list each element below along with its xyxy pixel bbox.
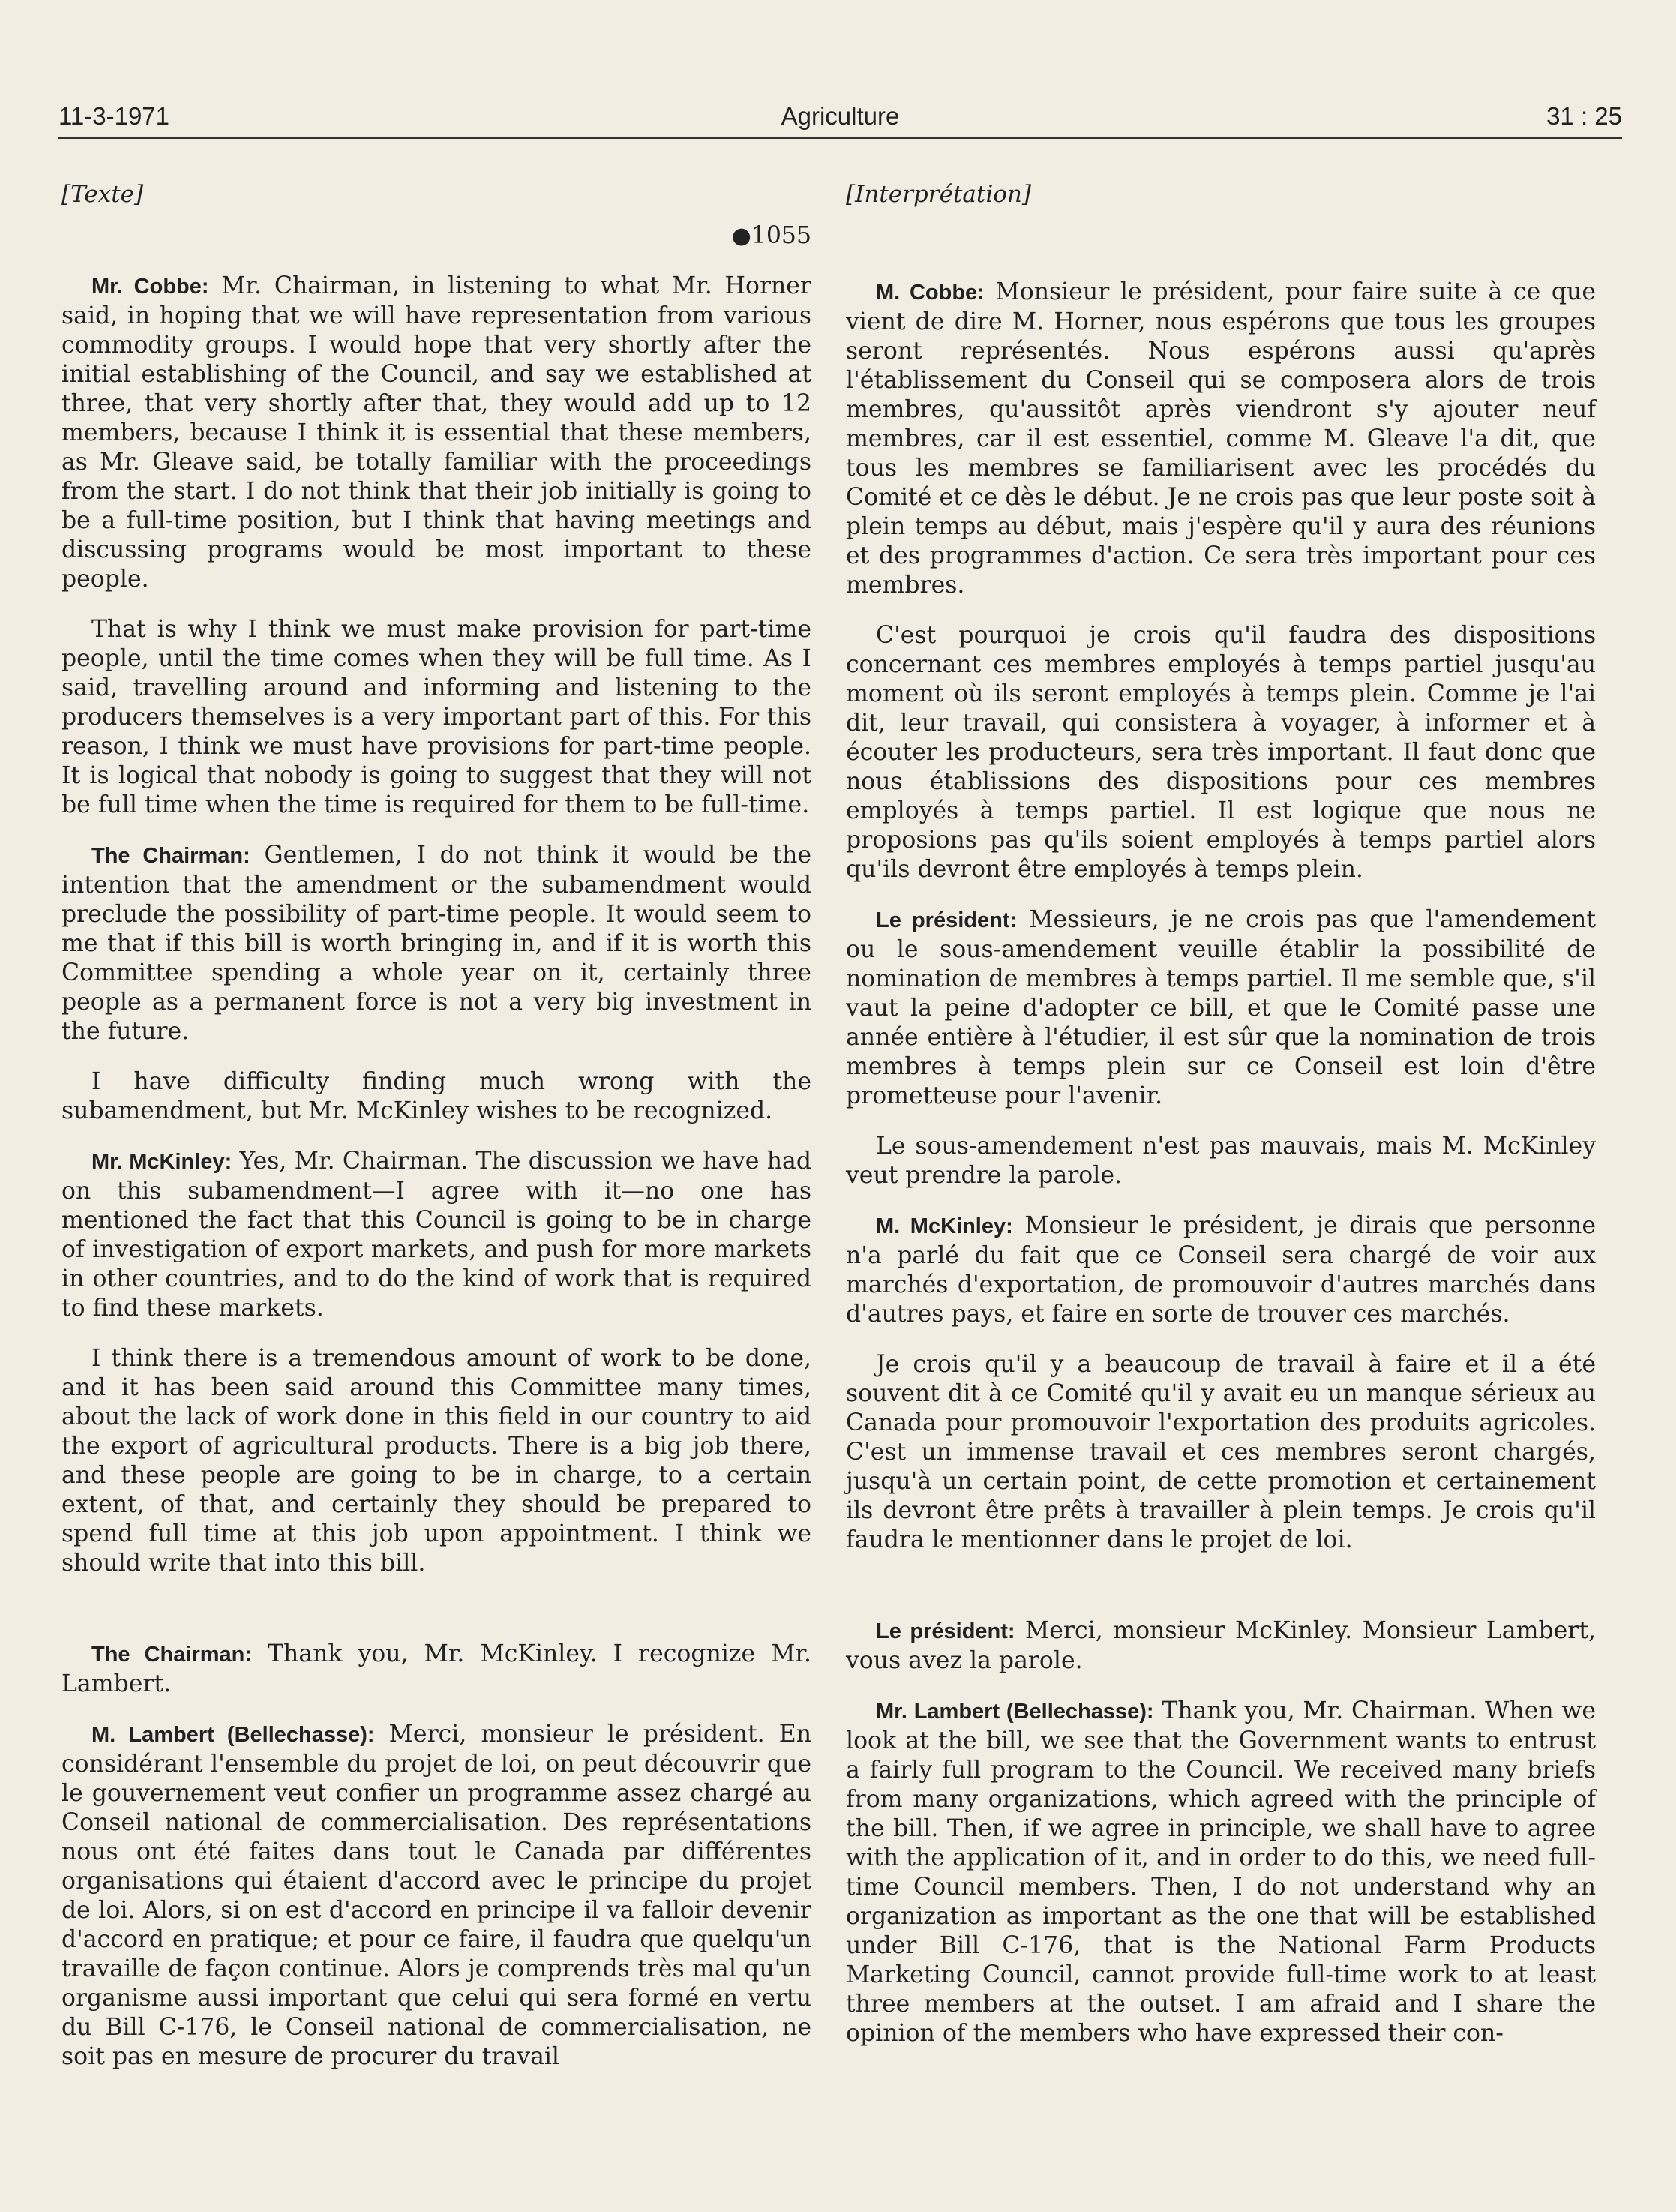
paragraph-text: Thank you, Mr. Chairman. When we look at the bill, we see that the Government wants to entrust a fairly full program to the Council. We received many briefs from many organizations, which agreed with the principle of the bill. Then, if we agree in principle, we shall have to agree with the application of it, and in order to do this, we need full-time Council members. Then, I do not understand why an organization as important as the one that will be established under Bill C-176, that is the National Farm Products Marketing Council, cannot provide full-time work to at least three members at the outset. I am afraid and I share the opinion of the members who have expressed their con-	[846, 1697, 1596, 2047]
paragraph-text: Monsieur le président, pour faire suite à ce que vient de dire M. Horner, nous espérons que tous les groupes seront représentés. Nous espérons aussi qu'après l'établissement du Conseil qui se composera alors de trois membres, qu'aussitôt après viendront s'y ajouter neuf membres, car il est essentiel, comme M. Gleave l'a dit, que tous les membres se familiarisent avec les procédés du Comité et ce dès le début. Je ne crois pas que leur poste soit à plein temps au début, mais j'espère qu'il y aura des réunions et des programmes d'action. Ce sera très important pour ces membres.	[846, 278, 1596, 599]
paragraph	[61, 272, 811, 594]
paragraph	[846, 621, 1596, 884]
paragraph-text: Merci, monsieur McKinley. Monsieur Lambert, vous avez la parole.	[846, 1617, 1596, 1674]
right-column	[846, 180, 1596, 2069]
paragraph	[846, 1211, 1596, 1329]
paragraph	[61, 1720, 811, 2072]
timestamp	[61, 221, 811, 251]
right-column-label: [Interprétation]	[846, 181, 1031, 208]
left-column	[61, 180, 811, 2093]
bullet-icon: ●	[731, 223, 751, 249]
paragraph-text: Mr. Chairman, in listening to what Mr. Horner said, in hoping that we will have representation from various commodity groups. I would hope that very shortly after the initial establishing of the Council, and say we established at three, that very shortly after that, they would add up to 12 members, because I think it is essential that these members, as Mr. Gleave said, be totally familiar with the proceedings from the start. I do not think that their job initially is going to be a full-time position, but I think that having meetings and discussing programs would be most important to these people.	[61, 272, 811, 593]
header-page-ref: 31 : 25	[1546, 102, 1622, 130]
paragraph-text: Merci, monsieur le président. En considérant l'ensemble du projet de loi, on peut découvrir que le gouvernement veut confier un programme assez chargé au Conseil national de commercialisation. Des représentations nous ont été faites dans tout le Canada par différentes organisations qui étaient d'accord avec le principe du projet de loi. Alors, si on est d'accord en principe il va falloir devenir d'accord en pratique; et pour ce faire, il faudra que quelqu'un travaille de façon continue. Alors je comprends très mal qu'un organisme aussi important que celui qui sera formé en vertu du Bill C-176, le Conseil national de commercialisation, ne soit pas en mesure de procurer du travail	[61, 1721, 811, 2070]
speaker-name: M. Cobbe:	[876, 281, 985, 305]
header-section: Agriculture	[781, 102, 900, 130]
speaker-name: The Chairman:	[91, 844, 250, 868]
page-header	[58, 98, 1622, 139]
timestamp-value: 1055	[751, 222, 811, 249]
paragraph-text: C'est pourquoi je crois qu'il faudra des dispositions concernant ces membres employés à temps partiel jusqu'au moment où ils seront employés à temps plein. Comme je l'ai dit, leur travail, qui consistera à voyager, à informer et à écouter les producteurs, sera très important. Il faut donc que nous établissions des dispositions pour ces membres employés à temps partiel. Il est logique que nous ne proposions pas qu'ils soient employés à temps partiel alors qu'ils devront être employés à temps plein.	[846, 622, 1596, 883]
paragraph-text: Je crois qu'il y a beaucoup de travail à faire et il a été souvent dit à ce Comité qu'il y avait eu un manque sérieux au Canada pour promouvoir l'exportation des produits agricoles. C'est un immense travail et ces membres seront chargés, jusqu'à un certain point, de cette promotion et certainement ils devront être prêts à travailler à plein temps. Je crois qu'il faudra le mentionner dans le projet de loi.	[846, 1351, 1596, 1553]
speaker-name: The Chairman:	[91, 1643, 253, 1667]
paragraph	[846, 1616, 1596, 1676]
paragraph	[846, 1350, 1596, 1555]
paragraph-text: Gentlemen, I do not think it would be the intention that the amendment or the subamendment would preclude the possibility of part-time people. It would seem to me that if this bill is worth bringing in, and if it is worth this Committee spending a whole year on it, certainly three people as a permanent force is not a very big investment in the future.	[61, 842, 812, 1045]
paragraph	[846, 905, 1596, 1111]
paragraph-text: Yes, Mr. Chairman. The discussion we have had on this subamendment—I agree with it—no one has mentioned the fact that this Council is going to be in charge of investigation of export markets, and push for more markets in other countries, and to do the kind of work that is required to find these markets.	[61, 1148, 811, 1322]
paragraph-text: Thank you, Mr. McKinley. I recognize Mr. Lambert.	[61, 1640, 811, 1697]
paragraph	[61, 615, 811, 820]
paragraph-text: Monsieur le président, je dirais que personne n'a parlé du fait que ce Conseil sera chargé de voir aux marchés d'exportation, de promouvoir d'autres marchés dans d'autres pays, et faire en sorte de trouver ces marchés.	[846, 1212, 1597, 1328]
spacer	[846, 227, 1596, 278]
paragraph	[846, 278, 1596, 600]
paragraph	[61, 1640, 811, 1699]
left-column-label: [Texte]	[61, 181, 144, 208]
speaker-name: Mr. Lambert (Bellechasse):	[876, 1700, 1154, 1724]
speaker-name: M. McKinley:	[876, 1214, 1013, 1238]
speaker-name: Le président:	[876, 1619, 1015, 1643]
header-date: 11-3-1971	[58, 102, 170, 130]
paragraph	[846, 1132, 1596, 1190]
paragraph	[846, 1697, 1596, 2048]
paragraph-text: Le sous-amendement n'est pas mauvais, mais M. McKinley veut prendre la parole.	[846, 1133, 1596, 1189]
speaker-name: Mr. McKinley:	[91, 1150, 232, 1174]
paragraph-text: Messieurs, je ne crois pas que l'amendement ou le sous-amendement veuille établir la possibilité de nomination de membres à temps partiel. Il me semble que, s'il vaut la peine d'adopter ce bill, et que le Comité passe une année entière à l'étudier, il est sûr que la nomination de trois membres à temps plein sur ce Conseil est loin d'être prometteuse pour l'avenir.	[846, 906, 1597, 1109]
spacer	[846, 1576, 1596, 1616]
paragraph	[61, 1344, 811, 1578]
speaker-name: M. Lambert (Bellechasse):	[91, 1723, 375, 1747]
spacer	[61, 1599, 811, 1640]
speaker-name: Mr. Cobbe:	[91, 275, 209, 299]
paragraph-text: I think there is a tremendous amount of work to be done, and it has been said around this Committee many times, about the lack of work done in this field in our country to aid the export of agricultural products. There is a big job there, and these people are going to be in charge, to a certain extent, of that, and certainly they should be prepared to spend full time at this job upon appointment. I think we should write that into this bill.	[61, 1345, 811, 1577]
paragraph	[61, 1147, 811, 1323]
paragraph	[61, 841, 811, 1046]
paragraph-text: I have difficulty finding much wrong with the subamendment, but Mr. McKinley wishes to be recognized.	[61, 1068, 811, 1124]
paragraph-text: That is why I think we must make provision for part-time people, until the time comes when they will be full time. As I said, travelling around and informing and listening to the producers themselves is a very important part of this. For this reason, I think we must have provisions for part-time people. It is logical that nobody is going to suggest that they will not be full time when the time is required for them to be full-time.	[61, 616, 811, 818]
paragraph	[61, 1067, 811, 1126]
speaker-name: Le président:	[876, 908, 1018, 932]
